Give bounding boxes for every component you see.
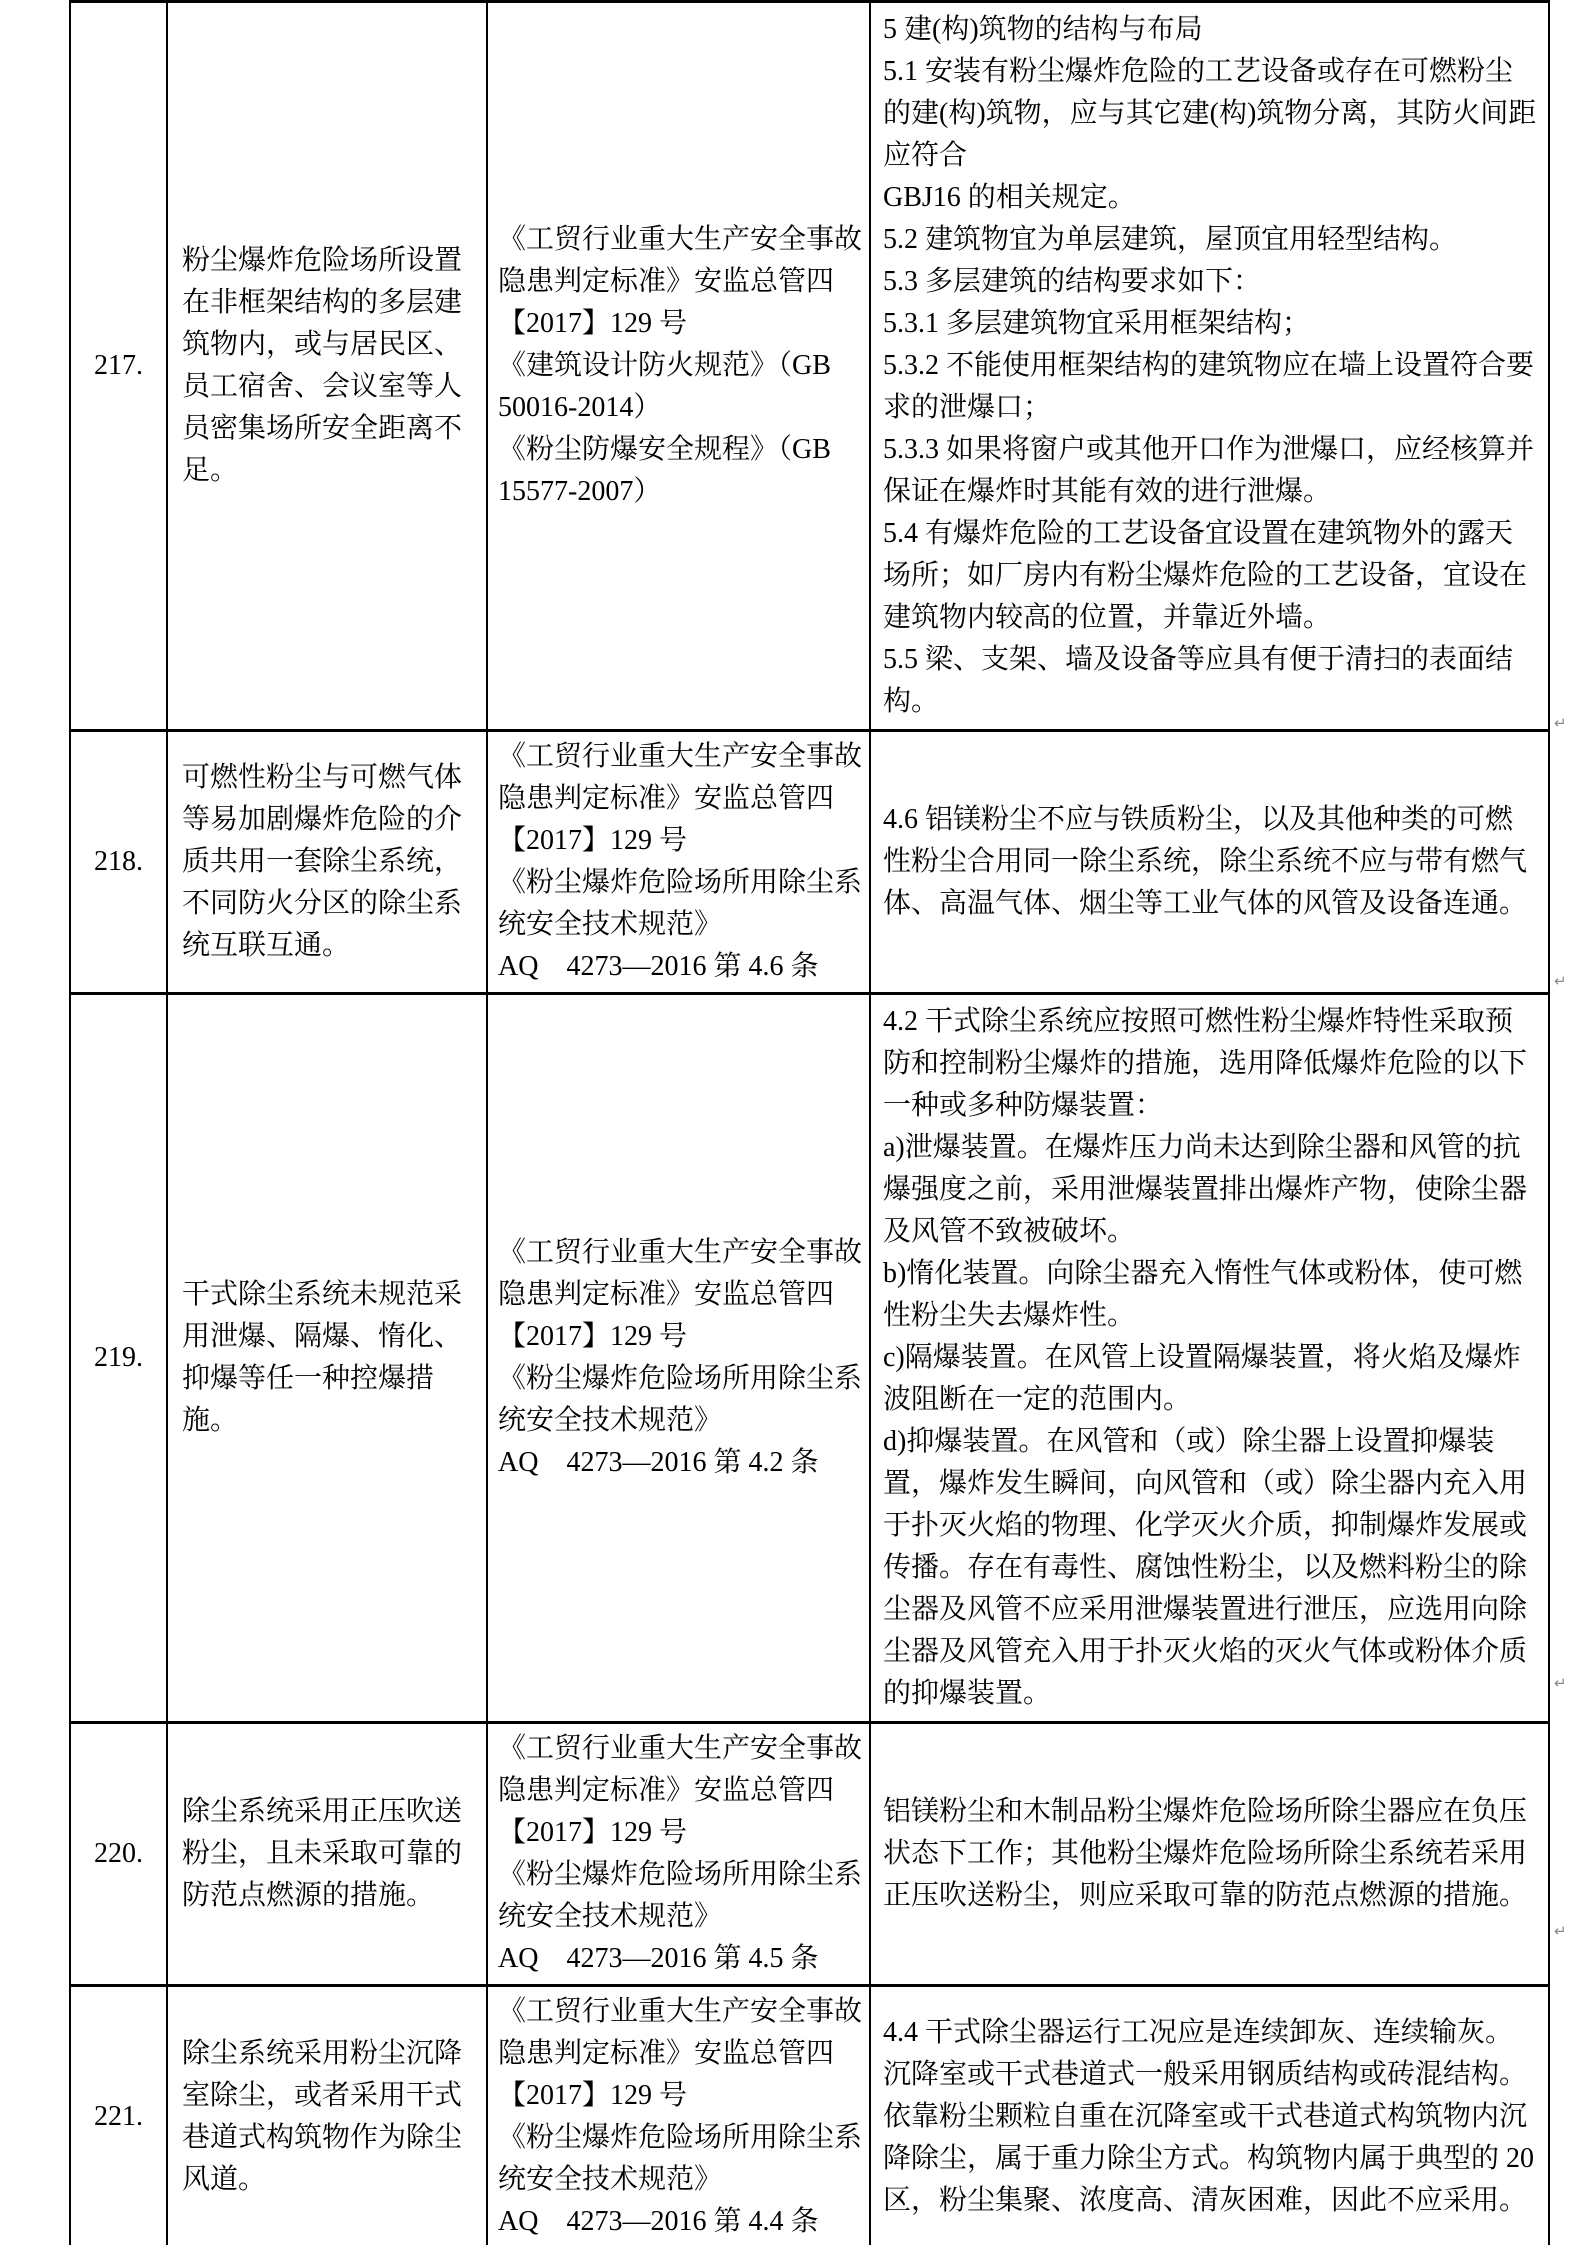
row-number-cell: 218. xyxy=(70,731,167,994)
hazard-description-cell: 除尘系统采用粉尘沉降室除尘，或者采用干式巷道式构筑物作为除尘风道。 xyxy=(167,1986,487,2245)
hazard-description-cell: 可燃性粉尘与可燃气体等易加剧爆炸危险的介质共用一套除尘系统，不同防火分区的除尘系统互联互通。 xyxy=(167,731,487,994)
hazard-description-cell: 粉尘爆炸危险场所设置在非框架结构的多层建筑物内，或与居民区、员工宿舍、会议室等人员密集场所安全距离不足。 xyxy=(167,2,487,731)
row-number-cell: 220. xyxy=(70,1723,167,1986)
table-row xyxy=(70,1986,1549,2245)
provision-text-cell: 4.6 铝镁粉尘不应与铁质粉尘，以及其他种类的可燃性粉尘合用同一除尘系统，除尘系统不应与带有燃气体、高温气体、烟尘等工业气体的风管及设备连通。 xyxy=(870,731,1549,994)
reference-standards-cell: 《工贸行业重大生产安全事故隐患判定标准》安监总管四【2017】129 号 《粉尘爆炸危险场所用除尘系统安全技术规范》 AQ 4273—2016 第 4.2 条 xyxy=(487,994,870,1723)
reference-standards-cell: 《工贸行业重大生产安全事故隐患判定标准》安监总管四【2017】129 号 《粉尘爆炸危险场所用除尘系统安全技术规范》 AQ 4273—2016 第 4.6 条 xyxy=(487,731,870,994)
paragraph-mark-icon: ↵ xyxy=(1554,1922,1567,1940)
provision-text-cell: 铝镁粉尘和木制品粉尘爆炸危险场所除尘器应在负压状态下工作；其他粉尘爆炸危险场所除尘系统若采用正压吹送粉尘，则应采取可靠的防范点燃源的措施。 xyxy=(870,1723,1549,1986)
table-row xyxy=(70,1723,1549,1986)
hazard-judgment-table xyxy=(69,0,1550,2245)
paragraph-mark-icon: ↵ xyxy=(1554,972,1567,990)
row-number-cell: 217. xyxy=(70,2,167,731)
provision-text-cell: 4.4 干式除尘器运行工况应是连续卸灰、连续输灰。沉降室或干式巷道式一般采用钢质结构或砖混结构。依靠粉尘颗粒自重在沉降室或干式巷道式构筑物内沉降除尘，属于重力除尘方式。构筑物内属于典型的 20 区，粉尘集聚、浓度高、清灰困难，因此不应采用。 xyxy=(870,1986,1549,2245)
row-number-cell: 221. xyxy=(70,1986,167,2245)
provision-text-cell: 5 建(构)筑物的结构与布局 5.1 安装有粉尘爆炸危险的工艺设备或存在可燃粉尘的建(构)筑物，应与其它建(构)筑物分离，其防火间距应符合 GBJ16 的相关规定。 5.2 建筑物宜为单层建筑，屋顶宜用轻型结构。 5.3 多层建筑的结构要求如下： 5.3.1 多层建筑物宜采用框架结构； 5.3.2 不能使用框架结构的建筑物应在墙上设置符合要求的泄爆口； 5.3.3 如果将窗户或其他开口作为泄爆口，应经核算并保证在爆炸时其能有效的进行泄爆。 5.4 有爆炸危险的工艺设备宜设置在建筑物外的露天场所；如厂房内有粉尘爆炸危险的工艺设备，宜设在建筑物内较高的位置，并靠近外墙。 5.5 梁、支架、墙及设备等应具有便于清扫的表面结构。 xyxy=(870,2,1549,731)
reference-standards-cell: 《工贸行业重大生产安全事故隐患判定标准》安监总管四【2017】129 号 《粉尘爆炸危险场所用除尘系统安全技术规范》 AQ 4273—2016 第 4.4 条 xyxy=(487,1986,870,2245)
reference-standards-cell: 《工贸行业重大生产安全事故隐患判定标准》安监总管四【2017】129 号 《建筑设计防火规范》（GB 50016-2014） 《粉尘防爆安全规程》（GB 15577-2007） xyxy=(487,2,870,731)
hazard-description-cell: 除尘系统采用正压吹送粉尘，且未采取可靠的防范点燃源的措施。 xyxy=(167,1723,487,1986)
table-row xyxy=(70,2,1549,731)
paragraph-mark-icon: ↵ xyxy=(1554,714,1567,732)
provision-text-cell: 4.2 干式除尘系统应按照可燃性粉尘爆炸特性采取预防和控制粉尘爆炸的措施，选用降低爆炸危险的以下一种或多种防爆装置： a)泄爆装置。在爆炸压力尚未达到除尘器和风管的抗爆强度之前，采用泄爆装置排出爆炸产物，使除尘器及风管不致被破坏。 b)惰化装置。向除尘器充入惰性气体或粉体，使可燃性粉尘失去爆炸性。 c)隔爆装置。在风管上设置隔爆装置，将火焰及爆炸波阻断在一定的范围内。 d)抑爆装置。在风管和（或）除尘器上设置抑爆装置，爆炸发生瞬间，向风管和（或）除尘器内充入用于扑灭火焰的物理、化学灭火介质，抑制爆炸发展或传播。存在有毒性、腐蚀性粉尘，以及燃料粉尘的除尘器及风管不应采用泄爆装置进行泄压，应选用向除尘器及风管充入用于扑灭火焰的灭火气体或粉体介质的抑爆装置。 xyxy=(870,994,1549,1723)
paragraph-mark-icon: ↵ xyxy=(1554,1674,1567,1692)
table-row xyxy=(70,731,1549,994)
row-number-cell: 219. xyxy=(70,994,167,1723)
hazard-description-cell: 干式除尘系统未规范采用泄爆、隔爆、惰化、抑爆等任一种控爆措施。 xyxy=(167,994,487,1723)
table-row xyxy=(70,994,1549,1723)
reference-standards-cell: 《工贸行业重大生产安全事故隐患判定标准》安监总管四【2017】129 号 《粉尘爆炸危险场所用除尘系统安全技术规范》 AQ 4273—2016 第 4.5 条 xyxy=(487,1723,870,1986)
